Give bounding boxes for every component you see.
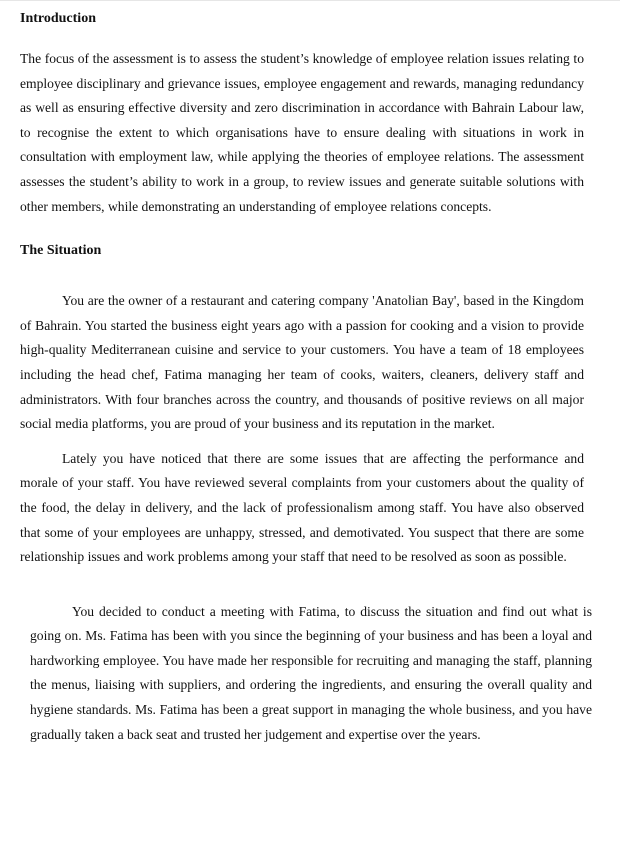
document-body <box>20 7 592 747</box>
paragraph-restaurant-owner: You are the owner of a restaurant and catering company 'Anatolian Bay', based in the Kingdom of Bahrain. You started the business eight years ago with a passion for cooking and a vision to provide high-quality Mediterranean cuisine and service to your customers. You have a team of 18 employees including the head chef, Fatima managing her team of cooks, waiters, cleaners, delivery staff and administrators. With four branches across the country, and thousands of positive reviews on all major social media platforms, you are proud of your business and its reputation in the market. <box>20 293 584 432</box>
page-top-border <box>0 0 620 1</box>
paragraph-staff-issues: Lately you have noticed that there are some issues that are affecting the performance and morale of your staff. You have reviewed several complaints from your customers about the quality of the food, the delay in delivery, and the lack of professionalism among staff. You have also observed that some of your employees are unhappy, stressed, and demotivated. You suspect that there are some relationship issues and work problems among your staff that need to be resolved as soon as possible. <box>20 450 584 565</box>
heading-the-situation: The Situation <box>20 243 102 259</box>
paragraph-assessment-focus: The focus of the assessment is to assess the student’s knowledge of employee relation issues relating to employee disciplinary and grievance issues, employee engagement and rewards, managing redundancy as well as ensuring effective diversity and zero discrimination in accordance with Bahrain Labour law, to recognise the extent to which organisations have to ensure dealing with situations in work in consultation with employment law, while applying the theories of employee relations. The assessment assesses the student’s ability to work in a group, to review issues and generate suitable solutions with other members, while demonstrating an understanding of employee relations concepts. <box>20 51 584 214</box>
heading-introduction: Introduction <box>20 11 96 26</box>
paragraph-meeting-with-fatima: You decided to conduct a meeting with Fatima, to discuss the situation and find out what is going on. Ms. Fatima has been with you since the beginning of your business and has been a loyal and hardworking employee. You have made her responsible for recruiting and managing the staff, planning the menus, liaising with suppliers, and ordering the ingredients, and ensuring the overall quality and hygiene standards. Ms. Fatima has been a great support in managing the whole business, and you have gradually taken a back seat and trusted her judgement and expertise over the years. <box>30 603 592 742</box>
